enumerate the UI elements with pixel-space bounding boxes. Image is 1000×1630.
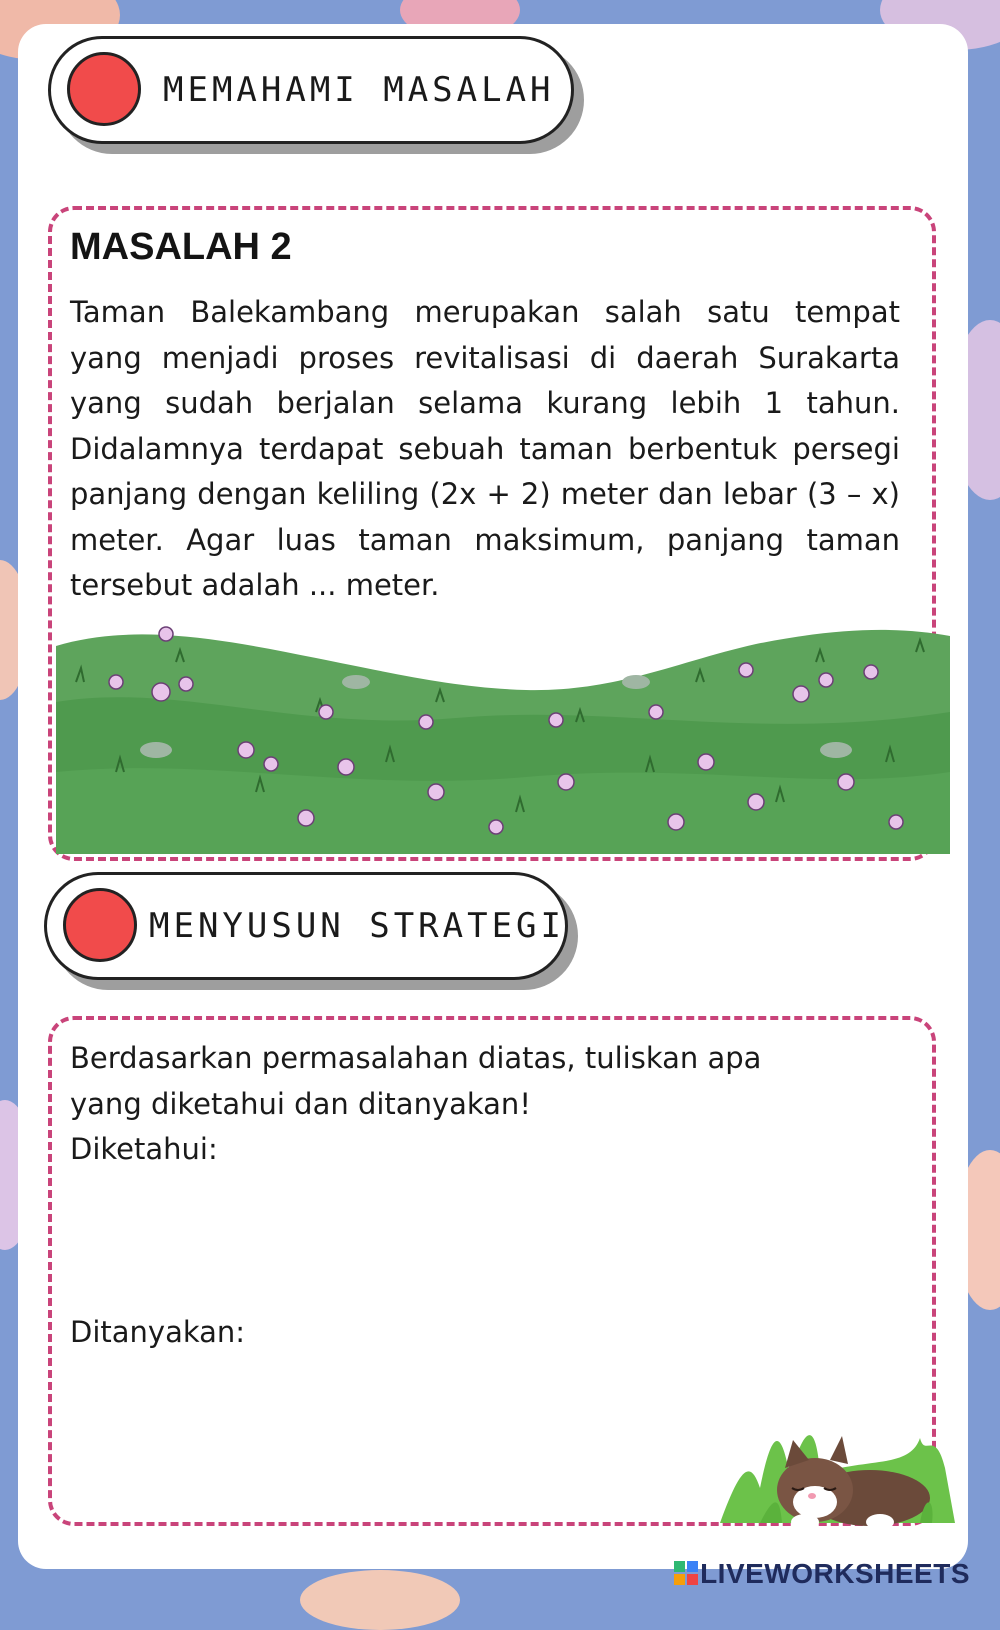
section-header-strategy — [44, 872, 568, 980]
meadow-illustration — [56, 622, 950, 854]
red-dot-icon — [63, 888, 137, 962]
red-dot-icon — [67, 52, 141, 126]
known-label: Diketahui: — [70, 1132, 218, 1166]
problem-title: MASALAH 2 — [70, 226, 292, 268]
background-shape — [300, 1570, 460, 1630]
liveworksheets-logo — [674, 1558, 970, 1590]
cat-illustration — [720, 1398, 960, 1528]
problem-text: Taman Balekambang merupakan salah satu tempat yang menjadi proses revitalisasi di daerah Surakarta yang sudah berjalan selama kurang lebih 1 tahun. Didalamnya terdapat sebuah taman berbentuk persegi panjang dengan keliling (2x + 2) meter dan lebar (3 – x) meter. Agar luas taman maksimum, panjang taman tersebut adalah ... meter. — [70, 295, 900, 602]
section-header-label: MEMAHAMI MASALAH — [163, 70, 555, 110]
liveworksheets-logo-icon — [674, 1561, 698, 1585]
question-prompt: Berdasarkan permasalahan diatas, tuliskan apa yang diketahui dan ditanyakan! — [70, 1041, 762, 1121]
asked-label: Ditanyakan: — [70, 1315, 246, 1349]
section-header-understand — [48, 36, 574, 144]
liveworksheets-brand: LIVEWORKSHEETS — [700, 1558, 970, 1589]
section-header-label: MENYUSUN STRATEGI — [149, 906, 565, 946]
